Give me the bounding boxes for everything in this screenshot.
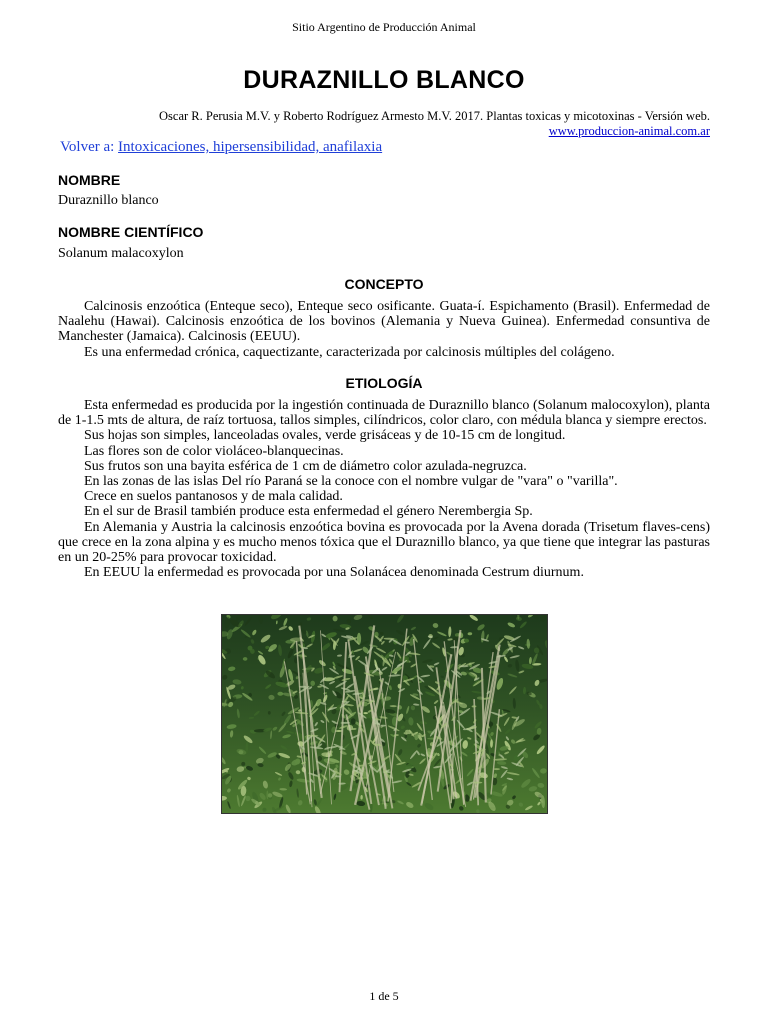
site-header: Sitio Argentino de Producción Animal (292, 20, 476, 34)
nombre-value: Duraznillo blanco (58, 193, 159, 208)
paragraph: En las zonas de las islas Del río Paraná se la conoce con el nombre vulgar de "vara" o "varilla". (84, 474, 618, 490)
page-title: DURAZNILLO BLANCO (243, 66, 525, 94)
plant-photo (221, 614, 548, 814)
paragraph: En Alemania y Austria la calcinosis enzoótica bovina es provocada por la Avena dorada (Trisetum flaves-cens) que crece en la zona alpina y es mucho menos tóxica que el Duraznillo blanco, ya que tiene que integrar las pasturas en un 20-25% para provocar toxicidad. (58, 519, 710, 566)
paragraph: Sus hojas son simples, lanceoladas ovales, verde grisáceas y de 10-15 cm de longitud. (84, 428, 566, 444)
back-link[interactable]: Intoxicaciones, hipersensibilidad, anafilaxia (118, 139, 383, 155)
concepto-body (58, 299, 710, 360)
paragraph: En EEUU la enfermedad es provocada por una Solanácea denominada Cestrum diurnum. (84, 565, 584, 581)
paragraph: En el sur de Brasil también produce esta enfermedad el género Nerembergia Sp. (84, 504, 533, 520)
paragraph: Crece en suelos pantanosos y de mala calidad. (84, 489, 343, 505)
cientifico-value: Solanum malacoxylon (58, 246, 184, 261)
cientifico-heading: NOMBRE CIENTÍFICO (58, 224, 204, 240)
etiologia-heading: ETIOLOGÍA (345, 375, 423, 391)
concepto-heading: CONCEPTO (344, 276, 424, 292)
back-prefix: Volver a: (60, 139, 115, 155)
page-number: 1 de 5 (369, 989, 399, 1003)
back-nav (60, 139, 382, 156)
paragraph: Sus frutos son una bayita esférica de 1 cm de diámetro color azulada-negruzca. (84, 458, 527, 474)
paragraph: Calcinosis enzoótica (Enteque seco), Enteque seco osificante. Guata-í. Espichamento (Brasil). Enfermedad de Naalehu (Hawai). Calcinosis enzoótica de los bovinos (Alemania y Nueva Guinea). Enfermedad consuntiva de Manchester (Jamaica). Calcinosis (EEUU). (58, 299, 710, 345)
website-link[interactable]: www.produccion-animal.com.ar (548, 124, 710, 138)
citation-text: Oscar R. Perusia M.V. y Roberto Rodríguez Armesto M.V. 2017. Plantas toxicas y micotoxinas - Versión web. (159, 109, 710, 123)
authors-citation (10, 109, 710, 139)
paragraph: Es una enfermedad crónica, caquectizante, caracterizada por calcinosis múltiples del colágeno. (84, 344, 615, 360)
etiologia-body (58, 398, 710, 580)
plant-photo-graphic (222, 615, 547, 813)
paragraph: Esta enfermedad es producida por la ingestión continuada de Duraznillo blanco (Solanum malocoxylon), planta de 1-1.5 mts de altura, de raíz tortuosa, tallos simples, cilíndricos, color claro, con médula blanca y siempre erectos. (58, 398, 710, 429)
nombre-heading: NOMBRE (58, 172, 121, 188)
paragraph: Las flores son de color violáceo-blanquecinas. (84, 443, 344, 459)
